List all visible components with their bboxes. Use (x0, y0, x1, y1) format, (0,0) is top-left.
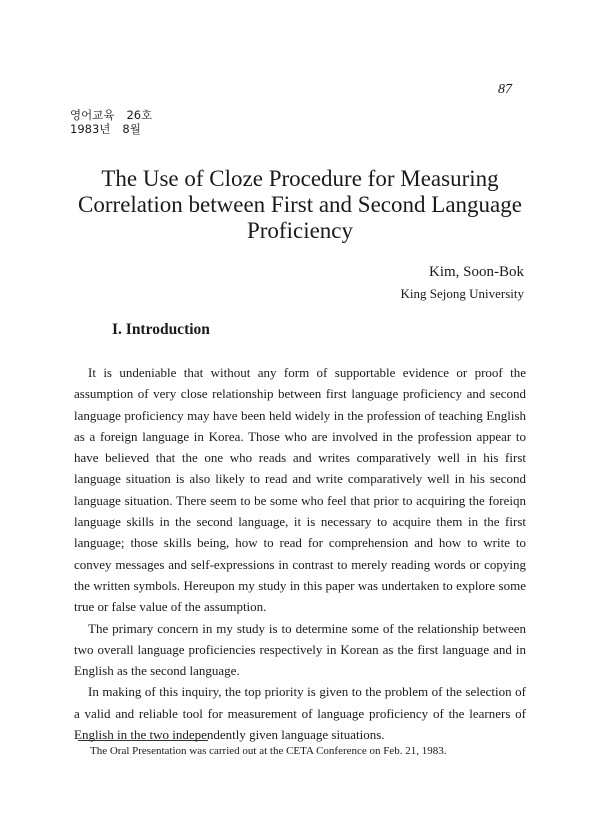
paragraph: The primary concern in my study is to determine some of the relationship between two overall language proficiencies respectively in Korean as the first language and in English as the second language. (74, 620, 526, 679)
footnote-divider (78, 740, 208, 741)
section-heading: I. Introduction (112, 321, 210, 338)
author-name: Kim, Soon-Bok (428, 264, 524, 280)
author-block (401, 262, 525, 304)
footnote: The Oral Presentation was carried out at the CETA Conference on Feb. 21, 1983. (90, 745, 447, 757)
page-number: 87 (498, 82, 512, 97)
journal-issue: 26호 (126, 108, 153, 122)
body-text (74, 362, 526, 745)
journal-info (70, 108, 164, 136)
paper-title: The Use of Cloze Procedure for Measuring Correlation between First and Second Language Proficiency (78, 166, 522, 243)
author-affiliation: King Sejong University (400, 286, 524, 301)
journal-month: 8월 (122, 122, 141, 136)
journal-year: 1983년 (70, 122, 111, 136)
paragraph: In making of this inquiry, the top priority is given to the problem of the selection of a valid and reliable tool for measurement of language proficiency of the learners of English in the two independently given language situations. (74, 684, 526, 743)
journal-issue-line (70, 108, 164, 122)
paragraph: It is undeniable that without any form of supportable evidence or proof the assumption of very close relationship between first language proficiency and second language proficiency may have been held widely in the profession of teaching English as a foreign language in Korea. Those who are involved in the profession appear to have believed that the one who reads and writes comparatively well in his first language situation is also likely to read and write comparatively well in his second language situation. There seem to be some who feel that prior to acquiring the foreiqn language skills in the second language, it is necessary to acquire them in the first language; those skills being, how to read for comprehension and how to write to convey messages and self-expressions in contrast to merely reading words or copying the written symbols. Hereupon my study in this paper was undertaken to explore some true or false value of the assumption. (74, 365, 526, 615)
journal-name: 영어교육 (70, 108, 115, 122)
journal-date-line (70, 122, 164, 136)
